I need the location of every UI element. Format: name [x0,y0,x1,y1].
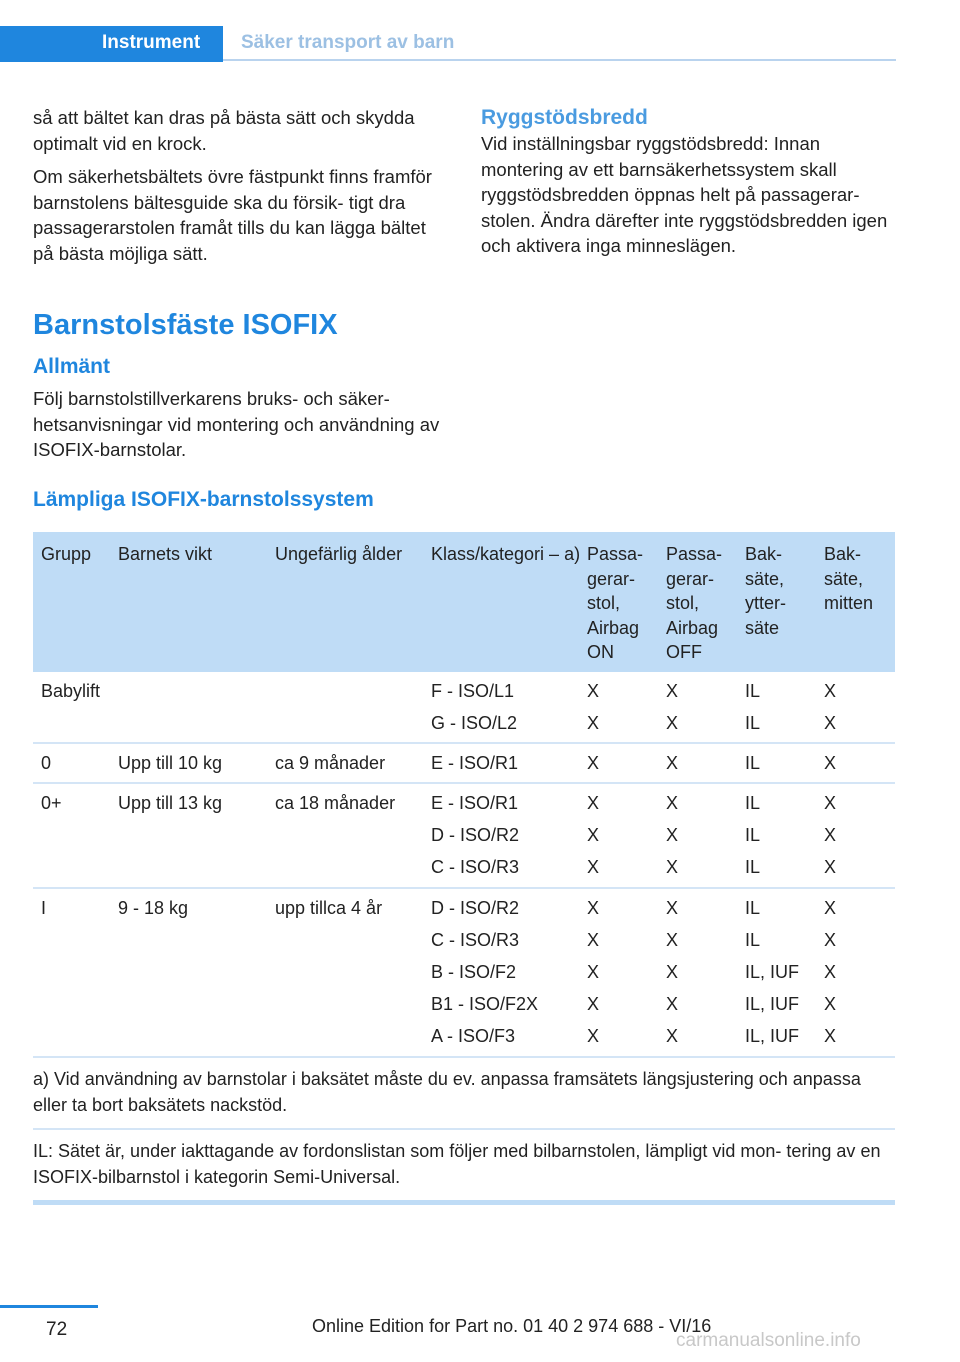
isofix-table [33,532,895,1205]
intro-paragraph: Följ barnstolstillverkarens bruks- och säker- hetsanvisningar vid montering och användning av ISOFIX-barnstolar. [33,388,440,460]
cell-mitten: X X X [824,793,837,877]
watermark: carmanualsonline.info [676,1330,861,1351]
paragraph: Om säkerhetsbältets övre fästpunkt finns framför barnstolens bältesguide ska du försik- tigt dra passagerarstolen framåt tills du kan lägga bältet på bästa möjliga sätt. [33,166,432,264]
table-note: a) Vid användning av barnstolar i baksätet måste du ev. anpassa framsätets längsjustering och anpassa eller ta bort baksätets nackstöd. [33,1058,895,1130]
cell-ytter: IL IL IL [745,793,761,877]
cell-grupp: I [41,898,47,918]
cell-mitten: X [824,753,837,773]
cell-klass: F - ISO/L1 G - ISO/L2 [431,681,518,733]
edition-text: Online Edition for Part no. 01 40 2 974 688 - VI/16 [312,1316,712,1336]
cell-airbag-on: X X [587,681,600,733]
table-row [33,784,895,889]
header-cell: Ungefärlig ålder [275,544,403,564]
header-cell: Passa- gerar- stol, Airbag OFF [666,544,723,662]
cell-airbag-on: X X X [587,793,600,877]
cell-ytter: IL IL IL, IUF IL, IUF IL, IUF [745,898,800,1046]
cell-grupp: Babylift [41,681,101,701]
section-tab: Säker transport av barn [241,32,455,53]
header-rule [223,59,896,61]
cell-airbag-off: X X [666,681,679,733]
header-cell: Passa- gerar- stol, Airbag ON [587,544,644,662]
page-number: 72 [46,1319,68,1340]
ryggstod-heading: Ryggstödsbredd [481,106,648,129]
cell-ytter: IL [745,753,761,773]
cell-vikt: Upp till 10 kg [118,753,223,773]
table-row [33,744,895,784]
cell-ytter: IL IL [745,681,761,733]
cell-klass: E - ISO/R1 [431,753,519,773]
header-cell: Bak- säte, mitten [824,544,874,613]
right-column [481,105,901,267]
header-cell: Bak- säte, ytter- säte [745,544,787,638]
cell-alder: ca 9 månader [275,753,386,773]
cell-vikt: 9 - 18 kg [118,898,189,918]
page-header [0,26,896,62]
paragraph: så att bältet kan dras på bästa sätt och skydda optimalt vid en krock. [33,107,415,154]
table-title: Lämpliga ISOFIX-barnstolssystem [33,488,374,511]
footer-rule [0,1305,98,1308]
cell-airbag-off: X X X X X [666,898,679,1046]
table-note: IL: Sätet är, under iakttagande av fordonslistan som följer med bilbarnstolen, lämpligt vid mon- tering av en ISOFIX-bilbarnstol i kategorin Semi-Universal. [33,1141,881,1187]
cell-vikt: Upp till 13 kg [118,793,223,813]
table-row [33,889,895,1058]
chapter-tab: Instrument [0,26,223,62]
left-column [33,105,448,274]
cell-airbag-on: X X X X X [587,898,600,1046]
table-end-rule [33,1200,895,1205]
header-cell: Klass/kategori – a) [431,544,581,564]
cell-alder: upp tillca 4 år [275,898,383,918]
cell-klass: D - ISO/R2 C - ISO/R3 B - ISO/F2 B1 - ISO/F2X A - ISO/F3 [431,898,539,1046]
cell-grupp: 0+ [41,793,62,813]
cell-airbag-on: X [587,753,600,773]
cell-mitten: X X X X X [824,898,837,1046]
cell-alder: ca 18 månader [275,793,396,813]
header-cell: Grupp [41,544,92,564]
cell-klass: E - ISO/R1 D - ISO/R2 C - ISO/R3 [431,793,520,877]
cell-airbag-off: X [666,753,679,773]
cell-grupp: 0 [41,753,52,773]
section-subtitle: Allmänt [33,355,111,378]
cell-mitten: X X [824,681,837,733]
section-title: Barnstolsfäste ISOFIX [33,309,338,341]
paragraph: Vid inställningsbar ryggstödsbredd: Innan montering av ett barnsäkerhetssystem skall ryggstödsbredden öppnas helt på passagerar- stolen. Ändra därefter inte ryggstödsbredden igen och aktivera inga minneslägen. [481,133,888,256]
cell-airbag-off: X X X [666,793,679,877]
header-cell: Barnets vikt [118,544,213,564]
table-header [33,532,895,672]
table-row [33,672,895,744]
